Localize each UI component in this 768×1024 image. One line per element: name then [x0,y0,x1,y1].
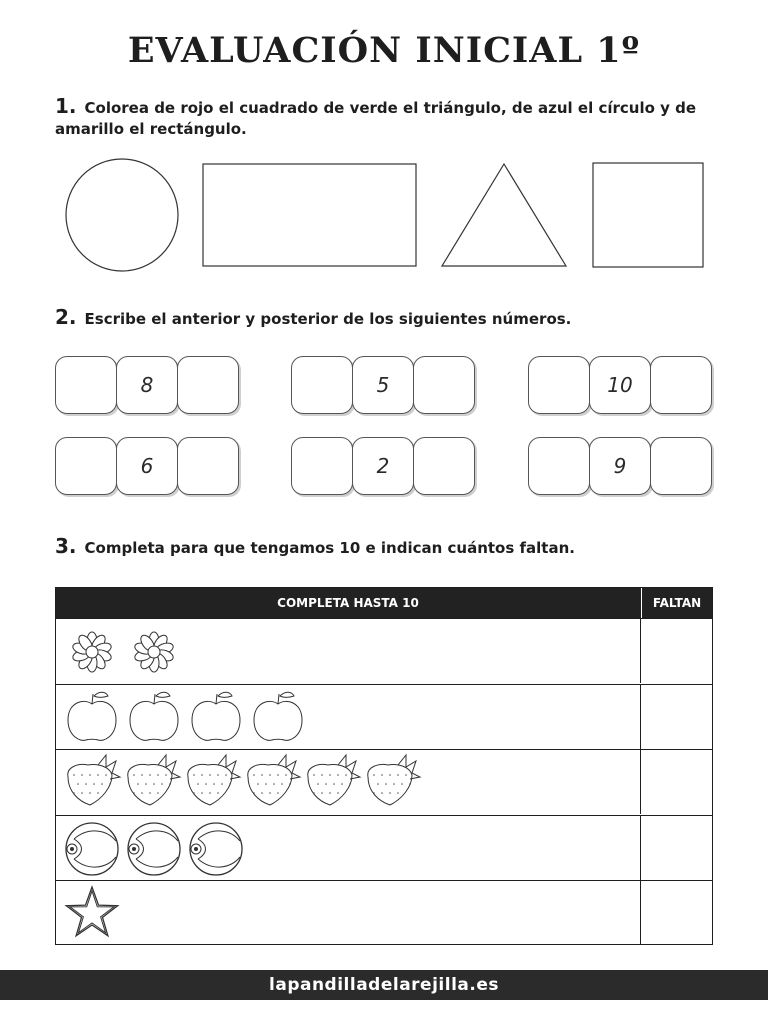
apple-icon [68,692,116,740]
table-row [56,749,712,814]
rectangle-shape[interactable] [203,164,416,266]
given-number: 9 [613,454,627,478]
number-group [291,437,477,497]
given-number: 6 [140,454,154,478]
table-row [56,880,712,945]
items-drawing [56,816,640,881]
header-complete-to-ten: COMPLETA HASTA 10 [277,596,419,610]
previous-number-box[interactable] [55,437,117,495]
ball-icon [66,823,118,875]
given-number: 10 [607,373,633,397]
next-number-box[interactable] [177,356,239,414]
items-cell[interactable] [56,816,640,880]
items-drawing [56,881,640,946]
given-number: 8 [140,373,154,397]
table-row [56,684,712,749]
star-icon [66,887,117,936]
question-1 [55,96,715,140]
ball-icon [128,823,180,875]
given-number-box [589,356,651,414]
previous-number-box[interactable] [291,356,353,414]
previous-number-box[interactable] [55,356,117,414]
number-group [528,356,714,416]
triangle-shape[interactable] [442,164,566,266]
question-3 [55,536,715,559]
previous-number-box[interactable] [528,356,590,414]
question-2 [55,307,715,330]
given-number-box [116,356,178,414]
question-1-number: 1. [55,94,77,118]
missing-count-cell[interactable] [640,881,712,945]
table-row [56,618,712,683]
next-number-box[interactable] [413,437,475,495]
next-number-box[interactable] [177,437,239,495]
apple-icon [192,692,240,740]
table-header [56,588,712,618]
missing-count-cell[interactable] [640,816,712,880]
question-3-number: 3. [55,534,77,558]
previous-number-box[interactable] [291,437,353,495]
number-group [528,437,714,497]
given-number: 2 [376,454,390,478]
previous-number-box[interactable] [528,437,590,495]
next-number-box[interactable] [650,356,712,414]
table-row [56,815,712,880]
given-number-box [352,356,414,414]
square-shape[interactable] [593,163,703,267]
items-cell[interactable] [56,685,640,749]
next-number-box[interactable] [650,437,712,495]
flower-icon [133,632,174,672]
strawberry-icon [308,755,360,805]
next-number-box[interactable] [413,356,475,414]
items-drawing [56,619,640,684]
missing-count-cell[interactable] [640,750,712,814]
missing-count-cell[interactable] [640,619,712,683]
question-2-text: Escribe el anterior y posterior de los siguientes números. [84,310,572,328]
strawberry-icon [248,755,300,805]
header-missing: FALTAN [641,588,712,618]
ball-icon [190,823,242,875]
missing-count-cell[interactable] [640,685,712,749]
given-number-box [589,437,651,495]
circle-shape[interactable] [66,159,178,271]
question-3-text: Completa para que tengamos 10 e indican cuántos faltan. [84,539,575,557]
footer-site: lapandilladelarejilla.es [0,970,768,1000]
apple-icon [130,692,178,740]
items-cell[interactable] [56,619,640,683]
items-cell[interactable] [56,881,640,945]
items-drawing [56,685,640,750]
items-cell[interactable] [56,750,640,814]
question-1-text: Colorea de rojo el cuadrado de verde el triángulo, de azul el círculo y de amarillo el rectángulo. [55,99,697,138]
strawberry-icon [368,755,420,805]
given-number-box [116,437,178,495]
strawberry-icon [128,755,180,805]
apple-icon [254,692,302,740]
number-group [291,356,477,416]
strawberry-icon [68,755,120,805]
complete-to-ten-table [55,587,713,945]
given-number: 5 [376,373,390,397]
number-group [55,437,241,497]
number-group [55,356,241,416]
page-title: EVALUACIÓN INICIAL 1º [127,30,641,71]
items-drawing [56,750,640,815]
strawberry-icon [188,755,240,805]
shapes-area [0,150,768,280]
question-2-number: 2. [55,305,77,329]
flower-icon [71,632,112,672]
given-number-box [352,437,414,495]
